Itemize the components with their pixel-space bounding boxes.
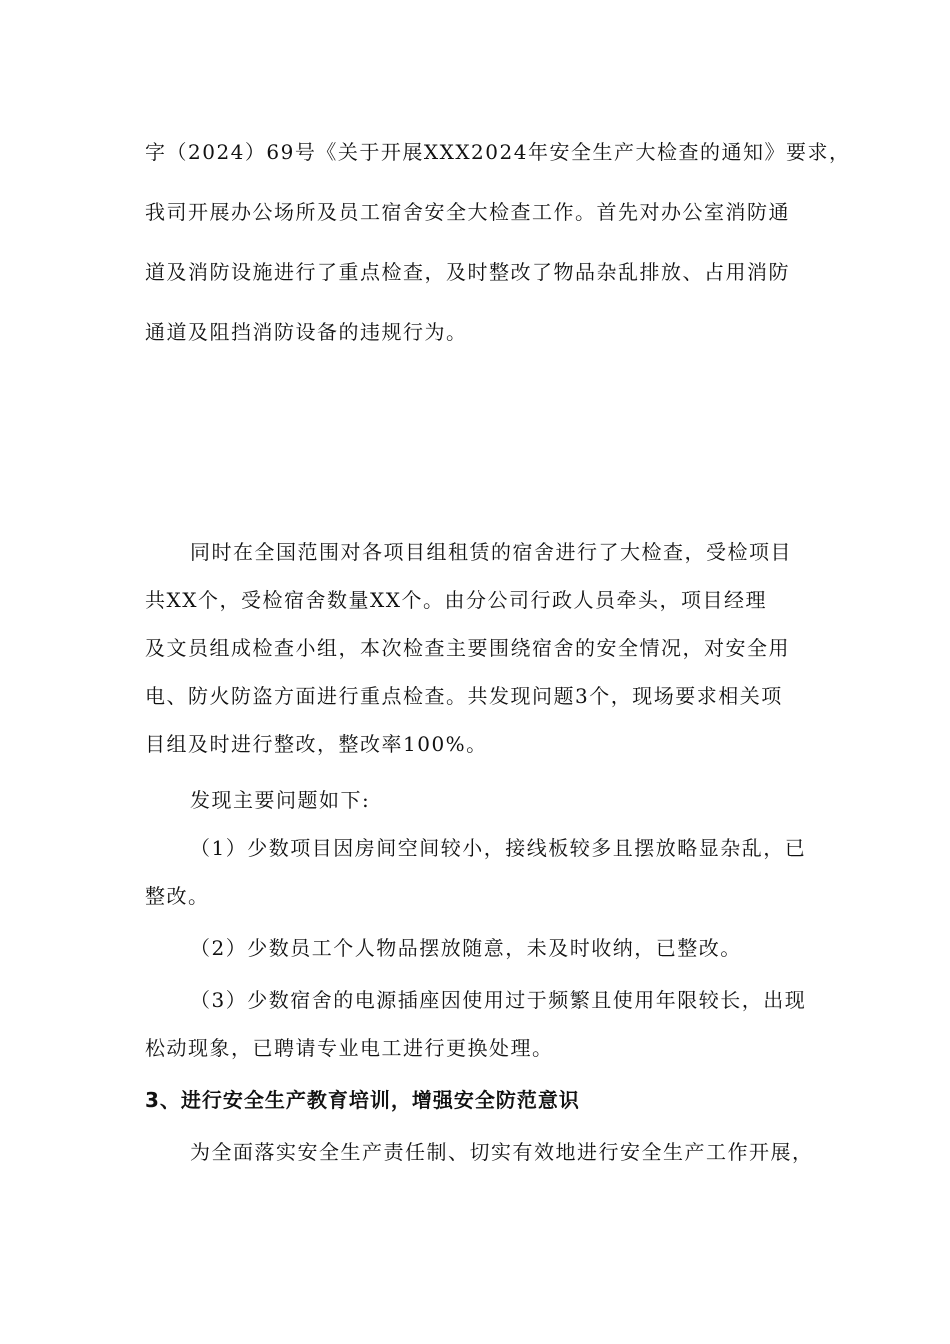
paragraph-line: 目组及时进行整改，整改率100%。 [145,732,488,756]
paragraph-line: 同时在全国范围对各项目组租赁的宿舍进行了大检查，受检项目 [190,540,792,564]
paragraph-line: 共XX个，受检宿舍数量XX个。由分公司行政人员牵头，项目经理 [145,588,767,612]
paragraph-line: 我司开展办公场所及员工宿舍安全大检查工作。首先对办公室消防通 [145,200,790,224]
issue-item-3: （3）少数宿舍的电源插座因使用过于频繁且使用年限较长，出现 [190,988,807,1012]
issues-intro: 发现主要问题如下: [190,788,371,812]
issue-item-1-cont: 整改。 [145,884,210,908]
paragraph-line: 通道及阻挡消防设备的违规行为。 [145,320,468,344]
issue-item-1: （1）少数项目因房间空间较小，接线板较多且摆放略显杂乱，已 [190,836,807,860]
section-heading: 3、进行安全生产教育培训，增强安全防范意识 [145,1088,580,1112]
paragraph-line: 字（2024）69号《关于开展XXX2024年安全生产大检查的通知》要求， [145,140,851,164]
paragraph-line: 及文员组成检查小组，本次检查主要围绕宿舍的安全情况，对安全用 [145,636,790,660]
paragraph-line: 道及消防设施进行了重点检查，及时整改了物品杂乱排放、占用消防 [145,260,790,284]
paragraph-line: 为全面落实安全生产责任制、切实有效地进行安全生产工作开展， [190,1140,814,1164]
issue-item-3-cont: 松动现象，已聘请专业电工进行更换处理。 [145,1036,554,1060]
issue-item-2: （2）少数员工个人物品摆放随意，未及时收纳，已整改。 [190,936,742,960]
paragraph-line: 电、防火防盗方面进行重点检查。共发现问题3个，现场要求相关项 [145,684,783,708]
